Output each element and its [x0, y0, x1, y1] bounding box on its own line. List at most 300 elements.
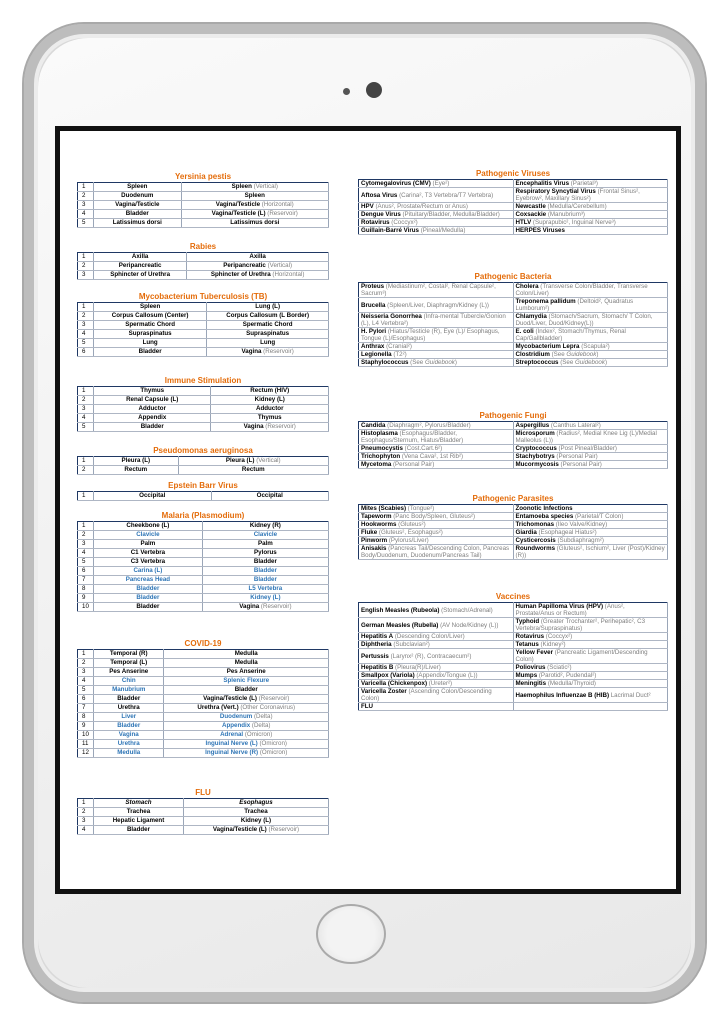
cell-primary: Lung: [94, 339, 207, 348]
table-row: [78, 817, 329, 826]
pathogen-location: (See Guidebook): [408, 359, 457, 366]
pathogen-name: Aspergillus: [515, 422, 550, 429]
pathogen-cell: [359, 603, 514, 618]
cell-primary: Stomach: [94, 799, 184, 808]
section-rabies: [77, 241, 329, 280]
row-number: 10: [78, 731, 94, 740]
cell-primary: Liver: [94, 713, 164, 722]
pathogen-name: Hookworms: [361, 521, 397, 528]
cell-primary: Temporal (L): [94, 659, 164, 668]
pathogen-name: Dengue Virus: [361, 211, 401, 218]
cell-secondary: [164, 713, 329, 722]
data-table: [77, 302, 329, 357]
cell-primary: Sphincter of Urethra: [94, 271, 187, 280]
pathogen-cell: [359, 641, 514, 649]
pathogen-location: (Parietal/T Colon): [573, 513, 624, 520]
pathogen-location: (Parotid², Pudendal²): [537, 672, 597, 679]
cell-secondary: [187, 271, 329, 280]
pathogen-cell: [513, 633, 668, 641]
table-row: [78, 339, 329, 348]
table-row: [359, 505, 668, 513]
cell-note: (Reservoir): [258, 695, 290, 702]
cell-secondary: Bladder: [164, 686, 329, 695]
pathogen-name: HTLV: [515, 219, 532, 226]
pathogen-name: German Measles (Rubella): [361, 621, 439, 629]
pathogen-name: Staphylococcus: [361, 359, 409, 366]
cell-primary: Pancreas Head: [94, 576, 203, 585]
pathogen-cell: [359, 351, 514, 359]
pathogen-location: (Medulla/Thyroid): [546, 680, 596, 687]
table-row: [359, 188, 668, 203]
table-row: [78, 466, 329, 475]
row-number: 2: [78, 659, 94, 668]
row-number: 3: [78, 668, 94, 677]
section-pathogenic-fungi: [358, 410, 668, 469]
table-row: [359, 664, 668, 672]
row-number: 2: [78, 396, 94, 405]
row-number: 5: [78, 558, 94, 567]
pathogen-cell: [359, 430, 514, 445]
section-title: Yersinia pestis: [174, 172, 232, 181]
pathogen-name: Mumps: [515, 672, 538, 679]
pathogen-location: (Greater Trochanter², Perihepatic², C3 Vertebra/Supraspinatus): [515, 618, 646, 632]
pathogen-cell: [359, 203, 514, 211]
section-pathogenic-viruses: [358, 168, 668, 235]
pathogen-name: HERPES Viruses: [515, 227, 565, 234]
pathogen-location: (Frontal Sinus², Eyebrow², Maxillary Sinus²): [515, 188, 640, 202]
table-row: [78, 457, 329, 466]
cell-secondary: Lung: [207, 339, 329, 348]
row-number: 1: [78, 799, 94, 808]
section-title: Rabies: [189, 242, 217, 251]
table-row: [359, 545, 668, 560]
pathogen-cell: [359, 298, 514, 313]
row-number: 2: [78, 262, 94, 271]
row-number: 3: [78, 540, 94, 549]
cell-secondary: [164, 704, 329, 713]
data-table: [77, 491, 329, 501]
cell-secondary: Pylorus: [202, 549, 328, 558]
table-row: [359, 649, 668, 664]
table-row: [78, 183, 329, 192]
table-row: [78, 271, 329, 280]
row-number: 1: [78, 387, 94, 396]
table-row: [78, 312, 329, 321]
row-number: 3: [78, 201, 94, 210]
row-number: 8: [78, 713, 94, 722]
table-row: [359, 641, 668, 649]
table-row: [78, 749, 329, 758]
cell-primary: C3 Vertebra: [94, 558, 203, 567]
cell-secondary: Esophagus: [183, 799, 328, 808]
pathogen-location: (Anus², Prostate/Anus or Rectum): [515, 603, 625, 617]
cell-secondary: Adductor: [211, 405, 329, 414]
table-row: [359, 343, 668, 351]
pathogen-cell: [513, 203, 668, 211]
pathogen-cell: [359, 618, 514, 633]
cell-primary: C1 Vertebra: [94, 549, 203, 558]
pathogen-name: Cholera: [515, 283, 539, 290]
table-row: [78, 210, 329, 219]
cell-primary: Manubrium: [94, 686, 164, 695]
cell-secondary: Occipital: [211, 492, 329, 501]
data-table: [77, 798, 329, 835]
cell-secondary: Rectum (HIV): [211, 387, 329, 396]
data-table: [77, 521, 329, 612]
tablet-screen: [55, 126, 681, 894]
pathogen-name: FLU: [361, 703, 374, 710]
cell-secondary: [207, 348, 329, 357]
pathogen-location: (Medulla/Cerebellum): [545, 203, 607, 210]
pathogen-cell: [513, 521, 668, 529]
cell-note: (Other Coronavirus): [240, 704, 296, 711]
data-table: [77, 649, 329, 758]
cell-note: (Omicron): [244, 731, 273, 738]
row-number: 3: [78, 817, 94, 826]
cell-primary: Spleen: [94, 303, 207, 312]
cell-value: Vagina: [241, 348, 264, 355]
cell-primary: Bladder: [94, 722, 164, 731]
pathogen-cell: [513, 359, 668, 367]
cell-primary: Temporal (R): [94, 650, 164, 659]
section-title: Vaccines: [495, 592, 531, 601]
cell-primary: Bladder: [94, 603, 203, 612]
table-row: [78, 799, 329, 808]
row-number: 3: [78, 271, 94, 280]
pathogen-cell: [359, 219, 514, 227]
pathogen-cell: [513, 445, 668, 453]
table-row: [359, 703, 668, 711]
table-row: [359, 422, 668, 430]
cell-primary: Urethra: [94, 704, 164, 713]
row-number: 6: [78, 695, 94, 704]
table-row: [359, 203, 668, 211]
data-table: [358, 504, 668, 560]
pathogen-cell: [359, 328, 514, 343]
row-number: 1: [78, 650, 94, 659]
pathogen-name: Mucormycosis: [515, 461, 559, 468]
table-row: [78, 348, 329, 357]
pathogen-name: Newcastle: [515, 203, 546, 210]
row-number: 4: [78, 549, 94, 558]
cell-secondary: Medulla: [164, 659, 329, 668]
table-row: [359, 537, 668, 545]
cell-primary: Pes Anserine: [94, 668, 164, 677]
cell-value: Sphincter of Urethra: [210, 271, 273, 278]
pathogen-location: (Pylorus/Liver): [387, 537, 429, 544]
pathogen-cell: [513, 545, 668, 560]
section-flu: [77, 787, 329, 835]
cell-secondary: Kidney (L): [211, 396, 329, 405]
cell-secondary: Medulla: [164, 650, 329, 659]
row-number: 5: [78, 339, 94, 348]
pathogen-name: Entamoeba species: [515, 513, 574, 520]
pathogen-location: (Kidney²): [538, 641, 566, 648]
section-yersinia-pestis: [77, 171, 329, 228]
data-table: [77, 182, 329, 228]
cell-value: Vagina/Testicle: [215, 201, 262, 208]
pathogen-name: Microsporum: [515, 430, 555, 437]
pathogen-location: (Esophagus/Bladder, Esophagus/Sternum, Hiatus/Bladder): [361, 430, 464, 444]
pathogen-name: Chlamydia: [515, 313, 547, 320]
cell-note: (Delta): [253, 713, 273, 720]
pathogen-cell: [513, 351, 668, 359]
cell-secondary: Latissimus dorsi: [181, 219, 328, 228]
table-row: [78, 192, 329, 201]
table-row: [359, 529, 668, 537]
pathogen-name: Rotavirus: [515, 633, 545, 640]
row-number: 1: [78, 457, 94, 466]
row-number: 4: [78, 414, 94, 423]
pathogen-name: Typhoid: [515, 618, 540, 625]
cell-secondary: [178, 457, 328, 466]
cell-secondary: Spermatic Chord: [207, 321, 329, 330]
pathogen-name: Brucella: [361, 301, 386, 309]
section-title: Pathogenic Viruses: [475, 169, 551, 178]
data-table: [77, 386, 329, 432]
pathogen-name: Mycobacterium Lepra: [515, 343, 580, 350]
cell-primary: Trachea: [94, 808, 184, 817]
cell-note: (Horizontal): [272, 271, 305, 278]
cell-secondary: [202, 603, 328, 612]
pathogen-location: (Stomach/Sacrum, Stomach/ T Colon, Duod/Liver, Duod/Kidney(L)): [515, 313, 653, 327]
pathogen-location: (Parietal³): [569, 180, 598, 187]
row-number: 4: [78, 330, 94, 339]
table-row: [359, 219, 668, 227]
pathogen-name: English Measles (Rubeola): [361, 606, 440, 614]
pathogen-cell: [359, 672, 514, 680]
cell-note: (Reservoir): [265, 423, 296, 430]
pathogen-location: (Descending Colon/Liver): [393, 633, 465, 640]
table-row: [359, 211, 668, 219]
cell-note: (Vertical): [253, 183, 278, 190]
cell-primary: Bladder: [94, 210, 182, 219]
pathogen-name: Cryptococcus: [515, 445, 557, 452]
pathogen-name: Respiratory Syncytial Virus: [515, 188, 596, 195]
pathogen-cell: [513, 529, 668, 537]
pathogen-name: Legionella: [361, 351, 392, 358]
table-row: [78, 576, 329, 585]
cell-value: Vagina: [239, 603, 261, 610]
table-row: [78, 677, 329, 686]
pathogen-cell: [359, 188, 514, 203]
pathogen-location: (Personal Pair): [391, 461, 435, 468]
cell-secondary: Bladder: [202, 567, 328, 576]
row-number: 1: [78, 303, 94, 312]
table-row: [78, 740, 329, 749]
pathogen-location: (Subdiaphragm²): [555, 537, 604, 544]
pathogen-cell: [359, 453, 514, 461]
table-row: [78, 201, 329, 210]
pathogen-name: Zoonotic Infections: [515, 505, 573, 512]
cell-primary: Carina (L): [94, 567, 203, 576]
pathogen-cell: [359, 180, 514, 188]
pathogen-location: (See Guidebook): [549, 351, 599, 358]
row-number: 9: [78, 722, 94, 731]
cell-value: Spleen: [231, 183, 254, 190]
cell-value: Vagina/Testicle (L): [211, 210, 268, 217]
cell-value: Appendix: [221, 722, 252, 729]
pathogen-location: (Post Pineal/Bladder): [556, 445, 617, 452]
pathogen-name: Tapeworm: [361, 513, 392, 520]
pathogen-location: (Deltoid², Quadratus Lumborum²): [515, 298, 634, 312]
table-row: [78, 522, 329, 531]
pathogen-location: (Pancreatic Ligament/Descending Colon): [515, 649, 648, 663]
pathogen-location: (Panc Body/Spleen, Gluteus²): [391, 513, 476, 520]
pathogen-location: (Spleen/Liver, Diaphragm/Kidney (L)): [385, 301, 489, 309]
pathogen-name: Poliovirus: [515, 664, 546, 671]
table-row: [359, 227, 668, 235]
table-row: [78, 330, 329, 339]
pathogen-name: Cysticercosis: [515, 537, 556, 544]
row-number: 6: [78, 567, 94, 576]
pathogen-cell: [513, 537, 668, 545]
table-row: [78, 219, 329, 228]
pathogen-name: Mycetoma: [361, 461, 392, 468]
pathogen-name: Rotavirus: [361, 219, 390, 226]
section-title: Epstein Barr Virus: [168, 481, 238, 490]
pathogen-location: (Personal Pair): [554, 453, 598, 460]
section-pathogenic-bacteria: [358, 271, 668, 367]
pathogen-location: (AV Node/Kidney (L)): [438, 621, 499, 629]
cell-primary: Thymus: [94, 387, 211, 396]
table-row: [359, 430, 668, 445]
table-row: [78, 713, 329, 722]
cell-primary: Urethra: [94, 740, 164, 749]
cell-primary: Axilla: [94, 253, 187, 262]
table-row: [78, 594, 329, 603]
data-table: [77, 456, 329, 475]
cell-secondary: [164, 740, 329, 749]
pathogen-cell: [513, 283, 668, 298]
table-row: [359, 328, 668, 343]
cell-secondary: Rectum: [178, 466, 328, 475]
pathogen-name: Clostridium: [515, 351, 550, 358]
pathogen-name: Treponema pallidum: [515, 298, 576, 305]
cell-primary: Peripancreatic: [94, 262, 187, 271]
table-row: [359, 283, 668, 298]
section-malaria-plasmodium-: [77, 510, 329, 612]
cell-value: Adrenal: [220, 731, 245, 738]
cell-secondary: [164, 731, 329, 740]
table-row: [78, 321, 329, 330]
pathogen-location: (Tongue²): [406, 505, 435, 512]
cell-primary: Latissimus dorsi: [94, 219, 182, 228]
pathogen-name: Fluke: [361, 529, 378, 536]
table-row: [359, 461, 668, 469]
pathogen-cell: [513, 649, 668, 664]
cell-value: Inguinal Nerve (L): [205, 740, 260, 747]
pathogen-location: (T2²): [391, 351, 407, 358]
pathogen-cell: [513, 422, 668, 430]
section-title: Pathogenic Parasites: [472, 494, 554, 503]
section-title: Pathogenic Bacteria: [474, 272, 552, 281]
pathogen-name: HPV: [361, 203, 374, 210]
pathogen-cell: [513, 343, 668, 351]
cell-primary: Renal Capsule (L): [94, 396, 211, 405]
pathogen-location: (Cost.Cart.6²): [402, 445, 443, 452]
pathogen-name: Yellow Fever: [515, 649, 553, 656]
row-number: 5: [78, 423, 94, 432]
cell-primary: Cheekbone (L): [94, 522, 203, 531]
pathogen-cell: [513, 227, 668, 235]
pathogen-cell: [359, 211, 514, 219]
pathogen-location: (Subclavian²): [391, 641, 430, 648]
row-number: 7: [78, 704, 94, 713]
table-row: [78, 650, 329, 659]
cell-value: Vagina: [243, 423, 266, 430]
cell-primary: Vagina: [94, 731, 164, 740]
home-button[interactable]: [316, 904, 386, 964]
cell-primary: Spleen: [94, 183, 182, 192]
cell-secondary: Kidney (L): [183, 817, 328, 826]
cell-primary: Palm: [94, 540, 203, 549]
cell-note: (Reservoir): [267, 210, 298, 217]
pathogen-cell: [359, 313, 514, 328]
pathogen-location: (Suprapubic², Inguinal Nerve³): [531, 219, 616, 226]
row-number: 1: [78, 522, 94, 531]
cell-value: Urethra (Vert.): [197, 704, 241, 711]
row-number: 6: [78, 348, 94, 357]
camera-icon: [366, 82, 382, 98]
pathogen-location: (Personal Pair): [558, 461, 602, 468]
pathogen-name: Aftosa Virus: [361, 191, 398, 199]
table-row: [359, 688, 668, 703]
table-row: [78, 567, 329, 576]
cell-primary: Adductor: [94, 405, 211, 414]
pathogen-cell: [513, 618, 668, 633]
pathogen-name: H. Pylori: [361, 328, 387, 335]
data-table: [77, 252, 329, 280]
pathogen-location: (Ileo Valve/Kidney): [554, 521, 608, 528]
table-row: [78, 731, 329, 740]
cell-secondary: Clavicle: [202, 531, 328, 540]
table-row: [359, 513, 668, 521]
data-table: [358, 282, 668, 367]
pathogen-cell: [513, 298, 668, 313]
cell-primary: Medulla: [94, 749, 164, 758]
cell-secondary: L5 Vertebra: [202, 585, 328, 594]
pathogen-cell: [359, 664, 514, 672]
pathogen-cell: [513, 513, 668, 521]
cell-primary: Bladder: [94, 348, 207, 357]
table-row: [78, 414, 329, 423]
pathogen-cell: [359, 521, 514, 529]
cell-secondary: [181, 183, 328, 192]
section-immune-stimulation: [77, 375, 329, 432]
pathogen-cell: [513, 664, 668, 672]
cell-primary: Appendix: [94, 414, 211, 423]
cell-secondary: Bladder: [202, 558, 328, 567]
pathogen-location: (Stomach/Adrenal): [439, 606, 493, 614]
section-title: COVID-19: [184, 639, 222, 648]
pathogen-location: (Larynx² (R), Contracaecum²): [388, 652, 472, 660]
pathogen-name: Pneumocystis: [361, 445, 403, 452]
table-row: [359, 603, 668, 618]
pathogen-cell: [513, 430, 668, 445]
section-title: Mycobacterium Tuberculosis (TB): [138, 292, 268, 301]
cell-primary: Bladder: [94, 695, 164, 704]
cell-note: (Delta): [251, 722, 271, 729]
row-number: 2: [78, 312, 94, 321]
cell-secondary: [164, 695, 329, 704]
pathogen-location: Lacrimal Duct²: [609, 691, 651, 699]
cell-secondary: Thymus: [211, 414, 329, 423]
pathogen-name: Mites (Scabies): [361, 505, 407, 512]
cell-secondary: [164, 749, 329, 758]
pathogen-location: (Cranial²): [384, 343, 412, 350]
pathogen-name: Smallpox (Variola): [361, 672, 415, 679]
